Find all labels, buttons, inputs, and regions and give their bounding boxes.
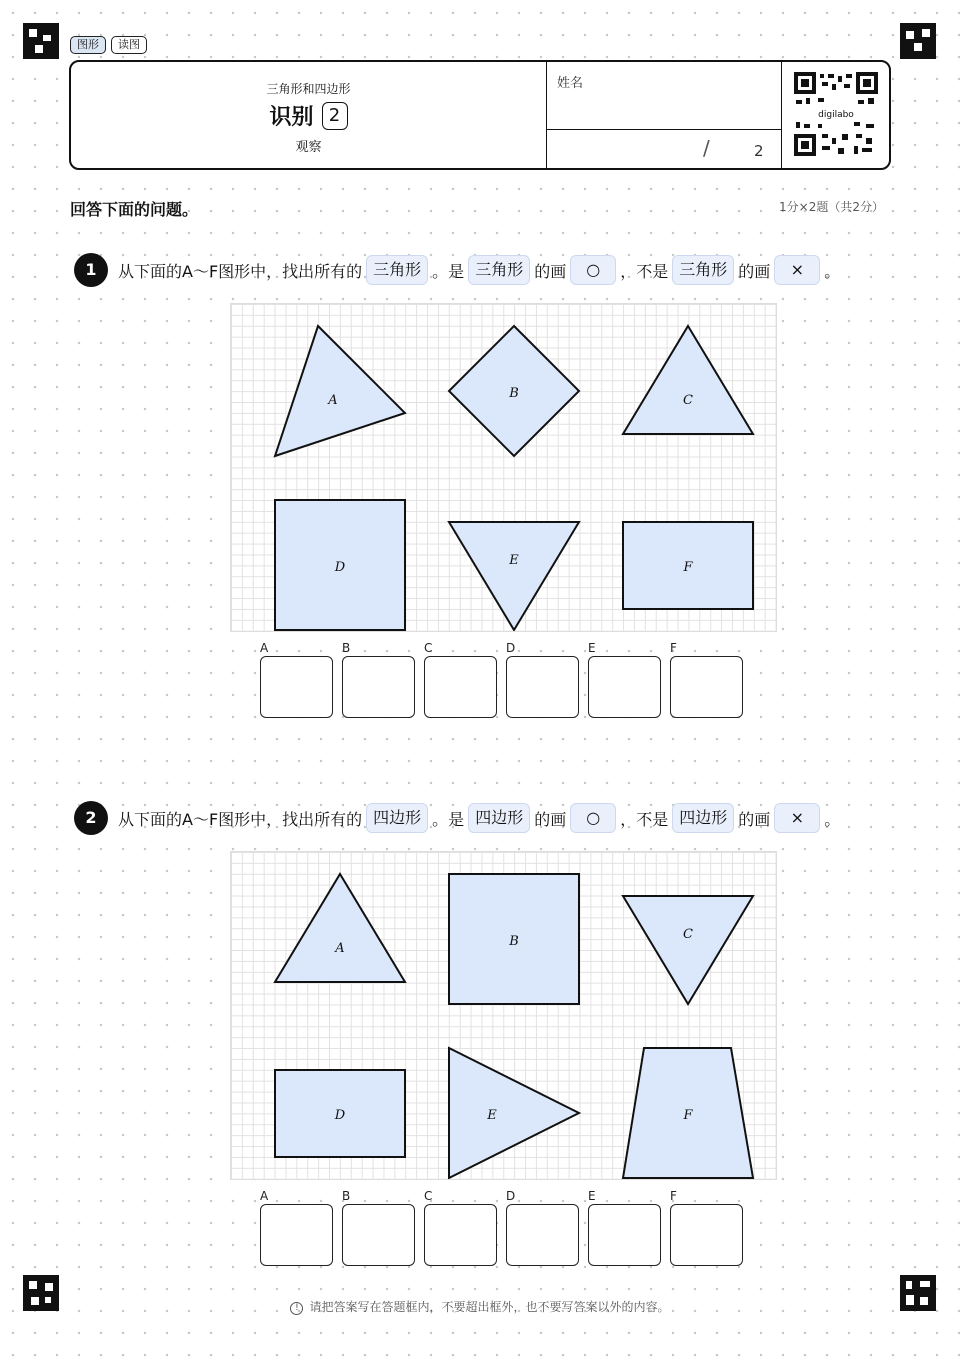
shape-b-label: B: [509, 386, 519, 401]
question-text: ，不是: [620, 809, 669, 829]
tag-reading: 读图: [111, 36, 147, 54]
question-text: 从下面的A～F图形中，找出所有的: [118, 261, 363, 281]
cross-symbol: ×: [774, 255, 820, 285]
worksheet-title: 识别: [269, 105, 314, 130]
divider: [546, 62, 547, 168]
answer-label: E: [588, 641, 596, 655]
answer-row-q1: [260, 640, 744, 718]
worksheet-subtitle: 观察: [295, 140, 322, 155]
shape-f-label: F: [683, 560, 693, 575]
answer-row-q2: [260, 1188, 744, 1266]
shape-f-label: F: [683, 1108, 693, 1123]
score-info: 1分×2题（共2分）: [779, 200, 884, 214]
answer-cell: [670, 1188, 744, 1266]
shape-a: [275, 874, 405, 982]
shape-d-label: D: [334, 1108, 346, 1123]
keyword-box: 三角形: [468, 255, 530, 285]
score-total: 2: [754, 142, 764, 160]
answer-label: B: [342, 1189, 351, 1203]
footer-note: [0, 1298, 960, 1315]
answer-box[interactable]: [424, 656, 497, 718]
question-text: 的画: [534, 261, 567, 281]
info-icon: !: [290, 1302, 303, 1315]
answer-label: F: [670, 1189, 677, 1203]
shape-c-label: C: [683, 927, 693, 942]
answer-cell: [588, 1188, 662, 1266]
shape-e: [449, 1048, 579, 1178]
question-number: 1: [74, 253, 108, 287]
question-text: 的画: [738, 261, 771, 281]
worksheet-number: 2: [322, 102, 348, 130]
shapes-grid-q2: [230, 851, 777, 1180]
question-text: 的画: [738, 809, 771, 829]
answer-cell: [260, 640, 334, 718]
shapes-grid-q1: [230, 303, 777, 632]
answer-label: F: [670, 641, 677, 655]
answer-cell: [506, 640, 580, 718]
answer-box[interactable]: [260, 656, 333, 718]
circle-symbol: ○: [570, 255, 616, 285]
shape-d-label: D: [334, 560, 346, 575]
shape-a: [275, 326, 405, 456]
shape-c: [623, 896, 753, 1004]
shape-b-label: B: [509, 934, 519, 949]
cross-symbol: ×: [774, 803, 820, 833]
subject-tags: [70, 36, 147, 54]
question-text: 。是: [432, 261, 465, 281]
answer-cell: [260, 1188, 334, 1266]
instruction-text: 回答下面的问题。: [70, 200, 199, 219]
keyword-box: 三角形: [366, 255, 428, 285]
svg-text:digilabo: digilabo: [818, 110, 854, 120]
answer-box[interactable]: [588, 1204, 661, 1266]
answer-cell: [506, 1188, 580, 1266]
shape-e: [449, 522, 579, 630]
corner-marker-top-right: [900, 23, 936, 59]
answer-label: D: [506, 641, 516, 655]
keyword-box: 四边形: [468, 803, 530, 833]
title-block: [71, 62, 546, 168]
answer-label: A: [260, 1189, 269, 1203]
answer-cell: [424, 640, 498, 718]
answer-box[interactable]: [342, 1204, 415, 1266]
divider: [781, 62, 782, 168]
answer-box[interactable]: [342, 656, 415, 718]
circle-symbol: ○: [570, 803, 616, 833]
answer-box[interactable]: [588, 656, 661, 718]
shape-c-label: C: [683, 393, 693, 408]
answer-cell: [588, 640, 662, 718]
answer-label: B: [342, 641, 351, 655]
worksheet-header: [69, 60, 891, 170]
name-field-label: 姓名: [557, 76, 584, 91]
answer-label: A: [260, 641, 269, 655]
tag-shapes: 图形: [70, 36, 106, 54]
shape-c: [623, 326, 753, 434]
question-number: 2: [74, 801, 108, 835]
question-2: [74, 801, 840, 835]
answer-cell: [342, 1188, 416, 1266]
answer-box[interactable]: [670, 656, 743, 718]
score-slash: /: [703, 136, 710, 160]
answer-label: C: [424, 641, 433, 655]
answer-label: E: [588, 1189, 596, 1203]
question-text: 。是: [432, 809, 465, 829]
answer-cell: [342, 640, 416, 718]
qr-code-icon: [794, 72, 878, 156]
category-label: 三角形和四边形: [266, 82, 351, 96]
answer-box[interactable]: [506, 656, 579, 718]
answer-box[interactable]: [260, 1204, 333, 1266]
shape-e-label: E: [509, 553, 519, 568]
question-text: 。: [824, 261, 841, 281]
shape-a-label: A: [335, 941, 345, 956]
keyword-box: 四边形: [366, 803, 428, 833]
question-text: 的画: [534, 809, 567, 829]
shape-e-label: E: [487, 1108, 497, 1123]
answer-box[interactable]: [506, 1204, 579, 1266]
answer-label: D: [506, 1189, 516, 1203]
footer-text: 请把答案写在答题框内，不要超出框外，也不要写答案以外的内容。: [309, 1300, 670, 1314]
answer-label: C: [424, 1189, 433, 1203]
question-1: [74, 253, 840, 287]
answer-box[interactable]: [670, 1204, 743, 1266]
divider: [546, 129, 781, 130]
answer-box[interactable]: [424, 1204, 497, 1266]
question-text: 。: [824, 809, 841, 829]
keyword-box: 三角形: [672, 255, 734, 285]
question-text: 从下面的A～F图形中，找出所有的: [118, 809, 363, 829]
corner-marker-top-left: [23, 23, 59, 59]
shape-a-label: A: [328, 393, 338, 408]
question-text: ，不是: [620, 261, 669, 281]
answer-cell: [424, 1188, 498, 1266]
keyword-box: 四边形: [672, 803, 734, 833]
answer-cell: [670, 640, 744, 718]
